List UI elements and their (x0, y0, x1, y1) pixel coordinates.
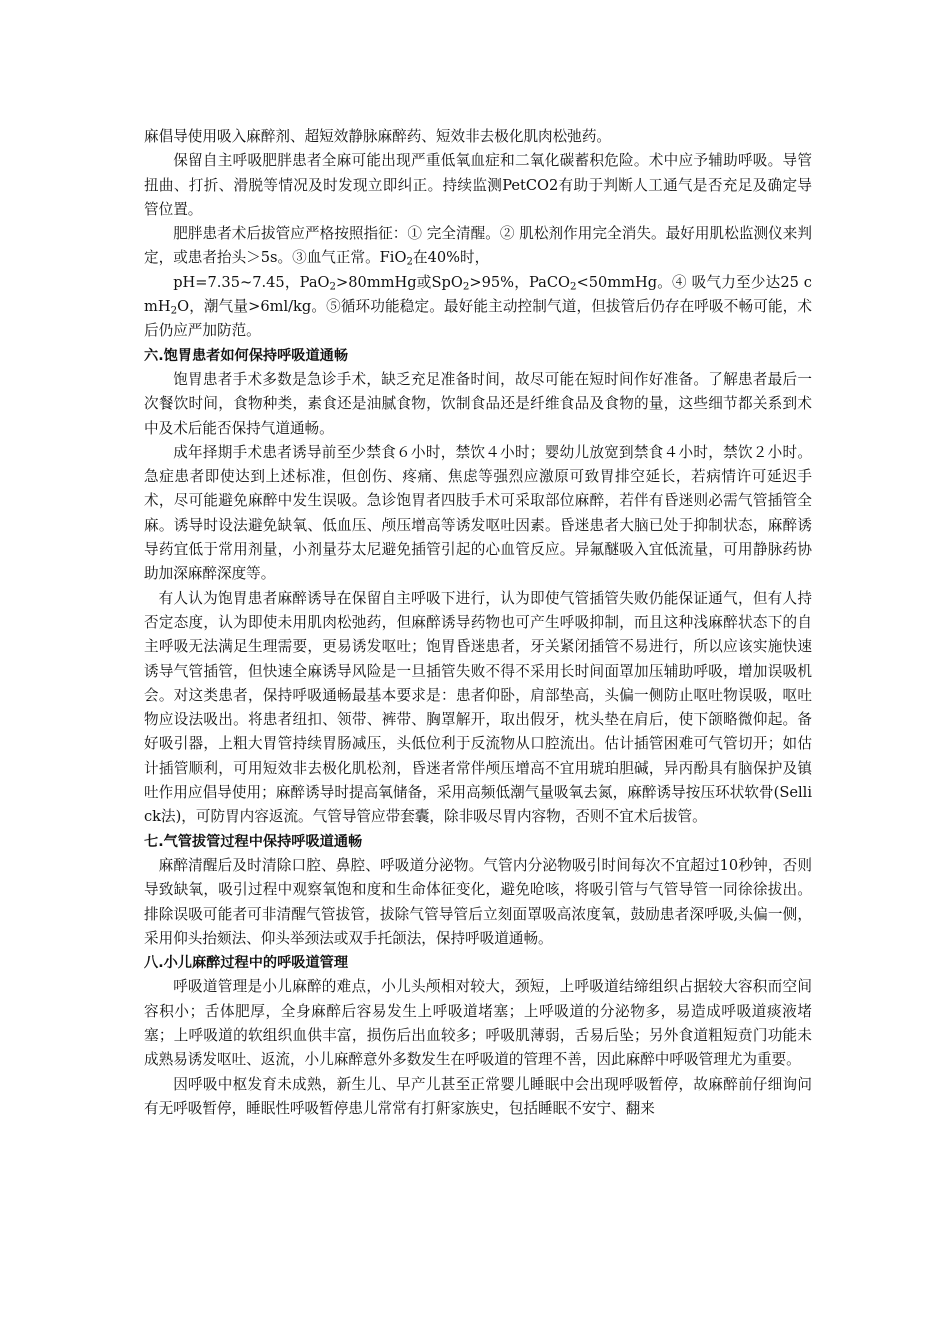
blood-gas-line (144, 271, 812, 344)
text-fragment: >80mmHg或SpO (336, 273, 463, 291)
paragraph-pediatric-airway: 呼吸道管理是小儿麻醉的难点，小儿头颅相对较大，颈短，上呼吸道结缔组织占据较大容积而空间容积小；舌体肥厚，全身麻醉后容易发生上呼吸道堵塞；上呼吸道的分泌物多，易造成呼吸道痰液堵塞；上呼吸道的软组织血供丰富，损伤后出血较多；呼吸肌薄弱，舌易后坠；另外食道粗短贲门功能未成熟易诱发呕吐、返流，小儿麻醉意外多数发生在呼吸道的管理不善，因此麻醉中呼吸管理尤为重要。 (144, 978, 812, 1069)
text-fragment: O，潮气量>6ml/kg。⑤循环功能稳定。最好能主动控制气道，但拔管后仍存在呼吸不畅可能，术后仍应严加防范。 (144, 298, 812, 340)
section-heading-6: 六.饱胃患者如何保持呼吸道通畅 (144, 347, 349, 364)
subscript: 2 (406, 257, 413, 269)
text-fragment: 肥胖患者术后拔管应严格按照指征：① 完全清醒。② 肌松剂作用完全消失。最好用肌松监测仪来判定，或患者抬头＞5s。③血气正常。FiO (144, 225, 812, 267)
text-fragment: >95%，PaCO (469, 273, 571, 291)
paragraph-induction-debate: 有人认为饱胃患者麻醉诱导在保留自主呼吸下进行，认为即使气管插管失败仍能保证通气，但有人持否定态度，认为即使未用肌肉松弛药，但麻醉诱导药物也可产生呼吸抑制，而且这种浅麻醉状态下的自主呼吸无法满足生理需要，更易诱发呕吐；饱胃昏迷患者，牙关紧闭插管不易进行，所以应该实施快速诱导气管插管，但快速全麻诱导风险是一旦插管失败不得不采用长时间面罩加压辅助呼吸，增加误吸机会。对这类患者，保持呼吸通畅最基本要求是：患者仰卧，肩部垫高，头偏一侧防止呕吐物误吸，呕吐物应设法吸出。将患者纽扣、领带、裤带、胸罩解开，取出假牙，枕头垫在肩后，使下颌略微仰起。备好吸引器，上粗大胃管持续胃肠减压，头低位利于反流物从口腔流出。估计插管困难可气管切开；如估计插管顺利，可用短效非去极化肌松剂，昏迷者常伴颅压增高不宜用琥珀胆碱，异丙酚具有脑保护及镇吐作用应倡导使用；麻醉诱导时提高氧储备，采用高频低潮气量吸氧去氮，麻醉诱导按压环状软骨(Sellick法)，可防胃内容返流。气管导管应带套囊，除非吸尽胃内容物，否则不宜术后拔管。 (144, 589, 812, 826)
section-heading-7: 七.气管拔管过程中保持呼吸道通畅 (144, 833, 363, 850)
subscript: 2 (570, 281, 577, 293)
paragraph-full-stomach-prep: 饱胃患者手术多数是急诊手术，缺乏充足准备时间，故尽可能在短时间作好准备。了解患者最后一次餐饮时间，食物种类，素食还是油腻食物，饮制食品还是纤维食品及食物的量，这些细节都关系到术中及术后能否保持气道通畅。 (144, 370, 812, 437)
text-fragment: 在40%时， (412, 249, 490, 267)
section-heading-8: 八.小儿麻醉过程中的呼吸道管理 (144, 955, 349, 972)
subscript: 2 (329, 281, 337, 293)
text-fragment: pH=7.35~7.45，PaO (173, 273, 330, 291)
document-body (144, 125, 812, 1121)
paragraph-anesthesia-drugs: 麻倡导使用吸入麻醉剂、超短效静脉麻醉药、短效非去极化肌肉松弛药。 (144, 128, 612, 145)
subscript: 2 (170, 305, 178, 317)
subscript: 2 (462, 281, 470, 293)
text-fragment: <50mmHg。④ 吸气力至少达25 cmH (144, 273, 812, 316)
paragraph-extubation-airway: 麻醉清醒后及时清除口腔、鼻腔、呼吸道分泌物。气管内分泌物吸引时间每次不宜超过10秒钟，否则导致缺氧，吸引过程中观察氧饱和度和生命体征变化，避免呛咳，将吸引管与气管导管一同徐徐拔出。排除误吸可能者可非清醒气管拔管，拔除气管导管后立刻面罩吸高浓度氧，鼓励患者深呼吸,头偏一侧，采用仰头抬颏法、仰头举颈法或双手托颌法，保持呼吸道通畅。 (144, 856, 812, 947)
paragraph-extubation-criteria (144, 222, 812, 343)
paragraph-spontaneous-breathing: 保留自主呼吸肥胖患者全麻可能出现严重低氧血症和二氧化碳蓄积危险。术中应予辅助呼吸。导管扭曲、打折、滑脱等情况及时发现立即纠正。持续监测PetCO2有助于判断人工通气是否充足及确定导管位置。 (144, 152, 812, 218)
paragraph-fasting-rules: 成年择期手术患者诱导前至少禁食６小时，禁饮４小时；婴幼儿放宽到禁食４小时，禁饮２小时。急症患者即使达到上述标准，但创伤、疼痛、焦虑等强烈应激原可致胃排空延长，若病情许可延迟手术，尽可能避免麻醉中发生误吸。急诊饱胃者四肢手术可采取部位麻醉，若伴有昏迷则必需气管插管全麻。诱导时设法避免缺氧、低血压、颅压增高等诱发呕吐因素。昏迷患者大脑已处于抑制状态，麻醉诱导药宜低于常用剂量，小剂量芬太尼避免插管引起的心血管反应。异氟醚吸入宜低流量，可用静脉药协助加深麻醉深度等。 (144, 443, 812, 583)
paragraph-apnea: 因呼吸中枢发育未成熟，新生儿、早产儿甚至正常婴儿睡眠中会出现呼吸暂停，故麻醉前仔细询问有无呼吸暂停，睡眠性呼吸暂停患儿常常有打鼾家族史，包括睡眠不安宁、翻来 (144, 1075, 812, 1117)
